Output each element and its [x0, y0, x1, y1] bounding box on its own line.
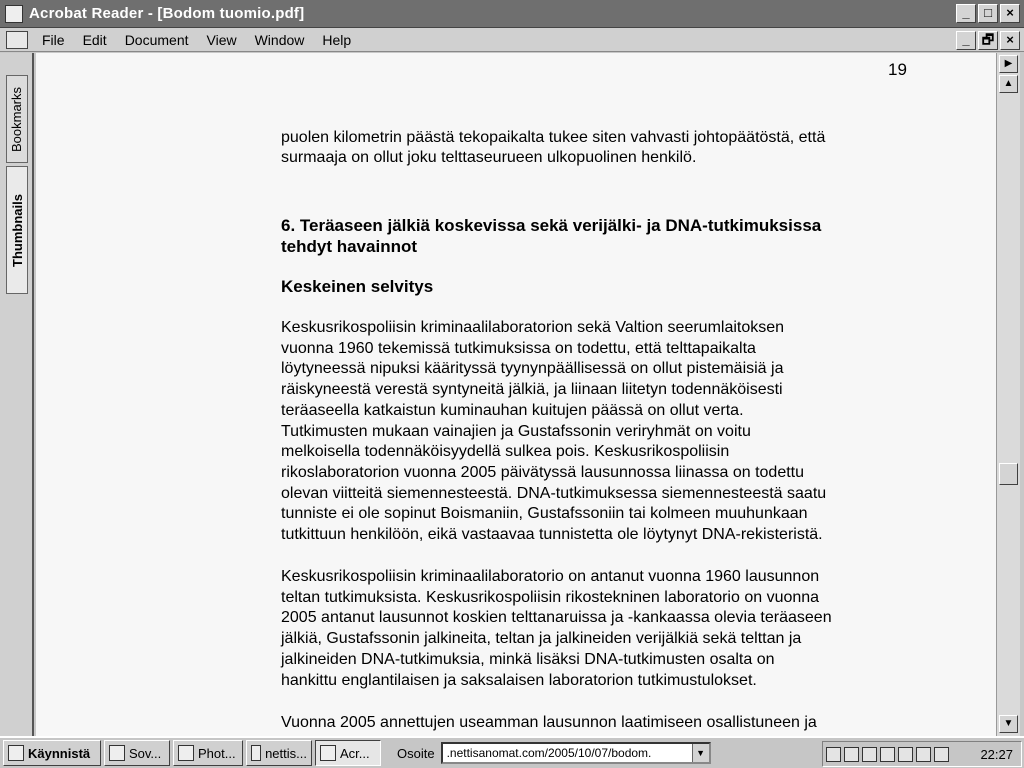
windows-logo-icon: [8, 745, 24, 761]
paragraph-3: [281, 567, 832, 691]
navigation-pane: [0, 53, 34, 736]
text-line: Keskusrikospoliisin kriminaalilaboratorion sekä Valtion seerumlaitoksen: [281, 319, 785, 336]
doc-minimize-button[interactable]: _: [956, 31, 976, 50]
acrobat-app-icon[interactable]: [5, 5, 23, 23]
document-window-controls: [956, 31, 1020, 50]
address-label: Osoite: [397, 745, 435, 761]
taskbar-button-photoshop[interactable]: [173, 740, 243, 766]
vertical-scrollbar[interactable]: [996, 53, 1020, 736]
text-line: melkoisella todennäköisyydellä sulkea pois. Keskusrikospoliisin: [281, 443, 730, 461]
tab-thumbnails[interactable]: [6, 166, 28, 294]
text-line: jälkiä, Gustafssonin jalkineita, teltan ja jalkineiden verijälkiä sekä telttan ja: [281, 630, 802, 648]
scheduler-icon[interactable]: [934, 747, 949, 762]
text-line: tunniste ei ole sopinut Boismaniin, Gustafssoniin tai kolmeen muuhunkaan: [281, 505, 808, 523]
section-heading: [281, 215, 821, 257]
paragraph-4: Vuonna 2005 annettujen useamman lausunnon laatimiseen osallistuneen ja: [281, 714, 817, 731]
next-page-button[interactable]: ▶: [999, 55, 1018, 73]
start-button[interactable]: [3, 740, 101, 766]
text-line: teltan tutkimuksista. Keskusrikospoliisin rikostekninen laboratorio on vuonna: [281, 588, 820, 606]
text-line: jalkineiden DNA-tutkimuksia, minkä lisäksi DNA-tutkimusten osalta on: [281, 650, 775, 668]
doc-restore-button[interactable]: 🗗: [978, 31, 998, 50]
scroll-up-button[interactable]: ▲: [999, 75, 1018, 93]
scrollbar-thumb[interactable]: [999, 463, 1018, 485]
text-line: puolen kilometrin päästä tekopaikalta tukee siten vahvasti johtopäätöstä, että: [281, 129, 826, 146]
address-input[interactable]: [441, 742, 711, 764]
photoshop-icon: [178, 745, 194, 761]
taskbar-button-label: Phot...: [198, 745, 236, 761]
network-icon[interactable]: [826, 747, 841, 762]
maximize-button[interactable]: □: [978, 4, 998, 23]
system-tray: [822, 741, 1022, 767]
acrobat-icon: [320, 745, 336, 761]
doc-close-button[interactable]: ×: [1000, 31, 1020, 50]
text-line: surmaaja on ollut joku telttaseurueen ulkopuolinen henkilö.: [281, 149, 697, 166]
address-value: .nettisanomat.com/2005/10/07/bodom.: [446, 746, 652, 760]
printer-icon[interactable]: [916, 747, 931, 762]
scroll-down-button[interactable]: ▼: [999, 715, 1018, 733]
text-line: räiskyneestä verestä syntyneitä jälkiä, ja liinaan liitetyn todennäköisesti: [281, 381, 783, 399]
heading-line: tehdyt havainnot: [281, 237, 418, 256]
close-button[interactable]: ×: [1000, 4, 1020, 23]
tab-bookmarks[interactable]: [6, 75, 28, 163]
text-line: Tutkimusten mukaan vainajien ja Gustafssonin veriryhmät on voitu: [281, 422, 751, 440]
menu-document[interactable]: Document: [124, 31, 189, 48]
text-line: teräaseella katkaistun kuminauhan kuitujen päässä on ollut verta.: [281, 401, 744, 419]
menu-help[interactable]: Help: [322, 31, 352, 48]
menu-bar: [0, 28, 1024, 52]
address-dropdown-button[interactable]: ▼: [692, 744, 709, 762]
menu-view[interactable]: View: [206, 31, 237, 48]
text-line: olevan viitteitä siemennesteestä. DNA-tutkimuksessa siemennesteestä saatu: [281, 484, 827, 502]
menu-file[interactable]: File: [42, 31, 65, 48]
taskbar-button-browser[interactable]: [246, 740, 312, 766]
browser-icon: [251, 745, 261, 761]
document-icon[interactable]: [6, 31, 28, 49]
text-line: rikoslaboratorion vuonna 2005 päivätyssä lausunnossa liinassa on todettu: [281, 463, 805, 481]
clock: 22:27: [980, 746, 1013, 762]
menu-edit[interactable]: Edit: [82, 31, 107, 48]
application-icon: [109, 745, 125, 761]
tab-thumbnails-label: Thumbnails: [9, 193, 25, 267]
taskbar-button-acrobat[interactable]: [315, 740, 381, 766]
text-line: vuonna 1960 tekemissä tutkimuksissa on todettu, että telttapaikalta: [281, 339, 756, 357]
tab-bookmarks-label: Bookmarks: [9, 86, 25, 152]
paragraph-1: [281, 128, 825, 168]
monitor-icon[interactable]: [898, 747, 913, 762]
minimize-button[interactable]: _: [956, 4, 976, 23]
window-title: Acrobat Reader - [Bodom tuomio.pdf]: [29, 5, 305, 22]
heading-line: 6. Teräaseen jälkiä koskevissa sekä verijälki- ja DNA-tutkimuksissa: [281, 216, 822, 235]
text-line: 2005 antanut lausunnot koskien telttanaruissa ja -kankaassa olevia teräaseen: [281, 609, 832, 627]
taskbar: [0, 736, 1024, 768]
taskbar-button-label: Acr...: [340, 745, 370, 761]
paragraph-2: [281, 318, 826, 546]
title-bar: [0, 0, 1024, 28]
volume-icon[interactable]: [862, 747, 877, 762]
menu-window[interactable]: Window: [254, 31, 305, 48]
taskbar-button-sov[interactable]: [104, 740, 170, 766]
taskbar-button-label: nettis...: [265, 745, 307, 761]
text-line: Keskusrikospoliisin kriminaalilaboratorio on antanut vuonna 1960 lausunnon: [281, 568, 820, 585]
text-line: löytyneessä nipuksi käärityssä tyynynpäällisessä on ollut pistemäisiä ja: [281, 360, 784, 378]
window-controls: [956, 4, 1020, 23]
start-label: Käynnistä: [28, 745, 91, 761]
taskbar-button-label: Sov...: [129, 745, 162, 761]
page-number: 19: [888, 60, 907, 79]
text-line: hankittu englantilaisen ja saksalaisen laboratorion tutkimustulokset.: [281, 671, 757, 689]
antivirus-icon[interactable]: [880, 747, 895, 762]
subheading: Keskeinen selvitys: [281, 277, 434, 296]
search-icon[interactable]: [844, 747, 859, 762]
text-line: tutkittuun henkilöön, eikä vastaavaa tunnistetta ole löytynyt DNA-rekisteristä.: [281, 526, 823, 544]
document-page[interactable]: [36, 53, 996, 736]
